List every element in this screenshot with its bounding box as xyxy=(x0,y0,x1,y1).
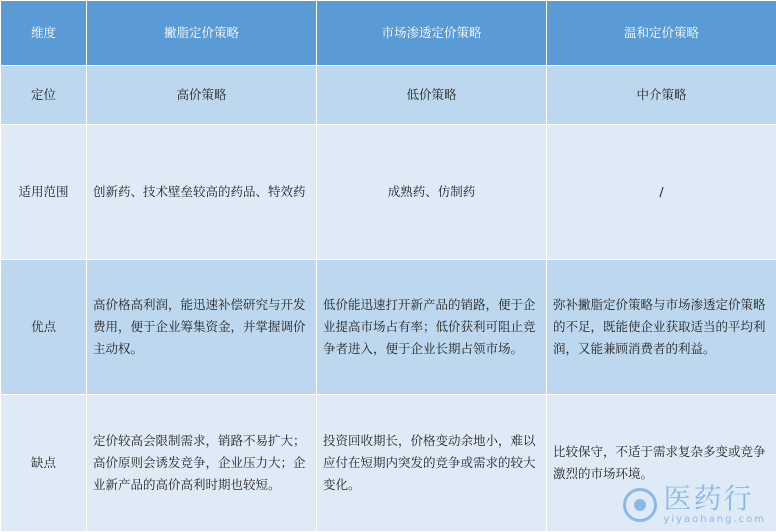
row-label-positioning: 定位 xyxy=(1,66,87,125)
row-label-scope: 适用范围 xyxy=(1,125,87,260)
header-dimension: 维度 xyxy=(1,1,87,66)
header-penetration-pricing: 市场渗透定价策略 xyxy=(317,1,547,66)
cell-moderate-scope: / xyxy=(547,125,776,260)
cell-skimming-advantages: 高价格高利润，能迅速补偿研究与开发费用，便于企业筹集资金，并掌握调价主动权。 xyxy=(87,260,317,395)
table-row-positioning xyxy=(1,66,776,125)
cell-penetration-scope: 成熟药、仿制药 xyxy=(317,125,547,260)
header-skimming-pricing: 撇脂定价策略 xyxy=(87,1,317,66)
header-row xyxy=(1,1,776,66)
watermark-cn: 医药行 xyxy=(663,485,766,513)
cell-skimming-disadvantages: 定价较高会限制需求，销路不易扩大；高价原则会诱发竞争，企业压力大；企业新产品的高价高利时期也较短。 xyxy=(87,395,317,532)
cell-penetration-advantages: 低价能迅速打开新产品的销路，便于企业提高市场占有率；低价获利可阻止竞争者进入，便于企业长期占领市场。 xyxy=(317,260,547,395)
table-row-scope xyxy=(1,125,776,260)
table-row-disadvantages xyxy=(1,395,776,532)
cell-skimming-scope: 创新药、技术壁垒较高的药品、特效药 xyxy=(87,125,317,260)
cell-moderate-advantages: 弥补撇脂定价策略与市场渗透定价策略的不足，既能使企业获取适当的平均利润，又能兼顾消费者的利益。 xyxy=(547,260,776,395)
header-moderate-pricing: 温和定价策略 xyxy=(547,1,776,66)
cell-penetration-disadvantages: 投资回收期长，价格变动余地小，难以应付在短期内突发的竞争或需求的较大变化。 xyxy=(317,395,547,532)
row-label-advantages: 优点 xyxy=(1,260,87,395)
cell-moderate-disadvantages: 比较保守，不适于需求复杂多变或竞争激烈的市场环境。 xyxy=(547,395,776,532)
watermark-en: yiyaohang.com xyxy=(663,515,766,525)
table-row-advantages xyxy=(1,260,776,395)
cell-skimming-positioning: 高价策略 xyxy=(87,66,317,125)
cell-penetration-positioning: 低价策略 xyxy=(317,66,547,125)
row-label-disadvantages: 缺点 xyxy=(1,395,87,532)
cell-moderate-positioning: 中介策略 xyxy=(547,66,776,125)
